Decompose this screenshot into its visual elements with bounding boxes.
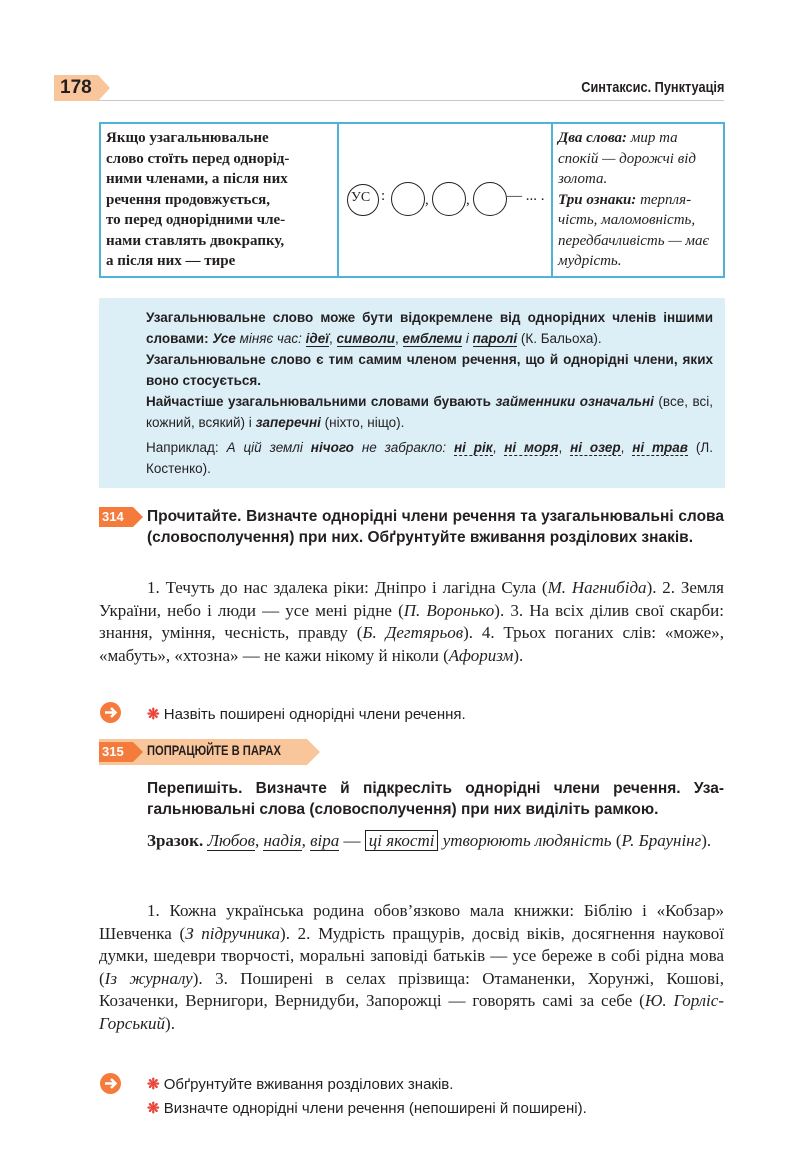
scheme-us: УС bbox=[351, 190, 371, 205]
scheme-comma: , bbox=[425, 192, 429, 208]
arrow-icon bbox=[100, 1073, 121, 1094]
running-head: Синтаксис. Пунктуація bbox=[580, 79, 724, 96]
rule-line: ними членами, а після них bbox=[106, 171, 288, 187]
scheme-colon: : bbox=[381, 188, 386, 204]
theory-example: Наприклад: А цій землі нічого не забракло: ні рік, ні моря, ні озер, ні трав (Л. Костенко). bbox=[146, 440, 713, 476]
exercise-text: 1. Кожна українська родина обов’язково мала книжки: Біблію і «Кобзар» Шевченка (З підручника). 2. Мудрість пращурів, досвід віків, досягнення наукової думки, шедеври творчості, моральні заповіді батьків — усе береже в собі рідна мова (Із журналу). 3. Поширені в селах прізвища: Отаманенки, Хорунжі, Кошові, Козаченки, Вернигори, Вернидуби, Запорожці — говорять самі за себе (Ю. Горліс-Горський). bbox=[99, 901, 724, 1033]
rule-line: речення продовжується, bbox=[106, 191, 271, 208]
follow-up-question: ❋ Обґрунтуйте вживання розділових знаків. bbox=[147, 1076, 454, 1093]
example-lead: Три ознаки: bbox=[558, 191, 637, 208]
follow-up-question: ❋ Назвіть поширені однорідні члени речення. bbox=[147, 706, 466, 723]
theory-paragraph: Найчастіше узагальнювальними словами бувають займенники означальні (все, всі, кожний, всякий) і заперечні (ніхто, ніщо). bbox=[146, 394, 714, 430]
example-text: терплячість, маломовність, передбачливість — має мудрість. bbox=[558, 191, 710, 269]
scheme-dash: — ... . bbox=[507, 188, 545, 204]
theory-paragraph: Узагальнювальне слово може бути відокремлене від однорідних членів іншими словами: Усе міняє час: ідеї, символи, емблеми і паролі (К. Бальоха). bbox=[146, 310, 713, 346]
star-icon: ❋ bbox=[147, 706, 160, 723]
example-text: мир та спокій — дорожчі від золота. bbox=[558, 130, 696, 187]
star-icon: ❋ bbox=[147, 1076, 160, 1093]
arrow-icon bbox=[100, 702, 121, 723]
theory-box bbox=[99, 298, 725, 488]
exercise-task: Перепишіть. Визначте й підкресліть однорідні члени речення. Узагальнювальні слова (словосполучення) при них виділіть рамкою. bbox=[147, 780, 724, 818]
theory-paragraph: Узагальнювальне слово є тим самим членом речення, що й однорідні члени, яких воно стосується. bbox=[146, 352, 713, 388]
scheme-comma: , bbox=[466, 192, 470, 208]
exercise-task: Прочитайте. Визначте однорідні члени речення та узагальнювальні слова (словосполучення) при них. Обґрунтуйте вживання розділових знаків. bbox=[147, 508, 724, 546]
sample-text: Зразок. Любов, надія, віра — ці якості утворюють людяність (Р. Браунінг). bbox=[147, 831, 712, 850]
scheme-cell bbox=[338, 123, 552, 277]
member-circle bbox=[391, 182, 425, 216]
exercise-number: 314 bbox=[99, 507, 133, 527]
rule-text-cell bbox=[100, 123, 338, 277]
rule-line: Якщо узагальнювальне bbox=[106, 130, 269, 146]
rule-line: слово стоїть перед однорід- bbox=[106, 150, 290, 167]
member-circle bbox=[473, 182, 507, 216]
header-rule bbox=[98, 100, 724, 101]
rule-line: а після них — тире bbox=[106, 253, 236, 269]
page-number: 178 bbox=[60, 77, 92, 98]
rule-line: то перед однорідними чле- bbox=[106, 212, 286, 228]
follow-up-question: ❋ Визначте однорідні члени речення (непоширені й поширені). bbox=[147, 1100, 587, 1117]
member-circle bbox=[432, 182, 466, 216]
star-icon: ❋ bbox=[147, 1100, 160, 1117]
exercise-text: 1. Течуть до нас здалека ріки: Дніпро і лагідна Сула (М. Нагнибіда). 2. Земля України, небо і люди — усе мені рідне (П. Воронько). 3. На всіх ділив свої скарби: знання, уміння, чесність, правду (Б. Дегтярьов). 4. Трьох поганих слів: «може», «мабуть», «хтозна» — не кажи нікому й ніколи (Афоризм). bbox=[99, 578, 724, 665]
pair-work-label: ПОПРАЦЮЙТЕ В ПАРАХ bbox=[147, 742, 281, 758]
rule-line: нами ставлять двокрапку, bbox=[106, 232, 285, 249]
example-lead: Два слова: bbox=[558, 130, 628, 146]
examples-cell bbox=[552, 123, 724, 277]
exercise-number: 315 bbox=[99, 742, 133, 762]
rule-table bbox=[99, 122, 725, 278]
